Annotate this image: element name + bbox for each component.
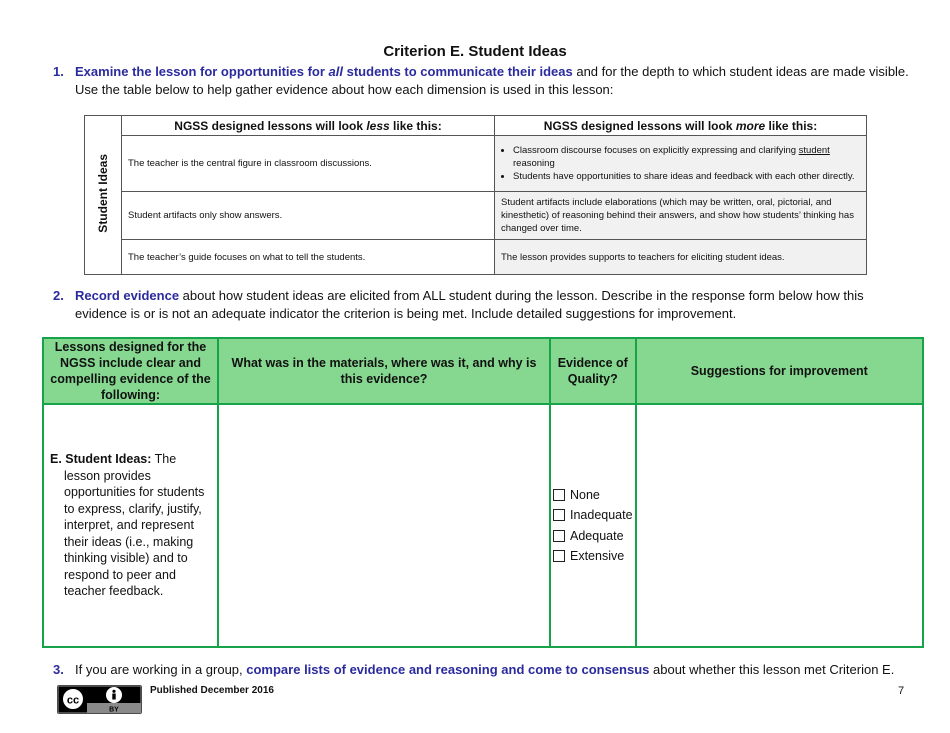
criterion-label: E. Student Ideas: — [50, 452, 152, 467]
materials-evidence-cell[interactable] — [218, 404, 550, 647]
step-3-rest: about whether this lesson met Criterion E. — [649, 662, 895, 677]
step-number: 3. — [53, 662, 64, 677]
step-1-highlight-em: all — [328, 64, 344, 79]
quality-option-none[interactable] — [553, 487, 633, 504]
cc-by-label: BY — [109, 706, 119, 714]
quality-option-label: Extensive — [570, 549, 625, 563]
quality-option-extensive[interactable] — [553, 548, 633, 565]
bullet-text: Students have opportunities to share ideas and feedback with each other directly. — [513, 171, 855, 182]
published-date: Published December 2016 — [150, 685, 274, 696]
step-1-highlight-a: Examine the lesson for opportunities for — [75, 64, 329, 79]
quality-option-label: Inadequate — [570, 508, 633, 522]
checkbox-icon[interactable] — [553, 509, 565, 521]
cc-by-icon — [57, 685, 142, 714]
step-2-rest: about how student ideas are elicited from ALL student during the lesson. Describe in the response form below how this — [179, 288, 864, 303]
step-3-highlight: compare lists of evidence and reasoning and come to consensus — [246, 662, 650, 677]
suggestions-cell[interactable] — [636, 404, 923, 647]
criterion-description — [50, 451, 211, 600]
header-less-a: NGSS designed lessons will look — [174, 118, 367, 133]
header-materials: What was in the materials, where was it, and why is this evidence? — [218, 338, 550, 404]
step-2-line2: evidence is or is not an adequate indicator the criterion is being met. Include detailed suggestions for improvement. — [75, 306, 737, 321]
less-cell: The teacher is the central figure in classroom discussions. — [122, 136, 495, 192]
header-criterion: Lessons designed for the NGSS include clear and compelling evidence of the following: — [43, 338, 218, 404]
quality-option-inadequate[interactable] — [553, 507, 633, 524]
row-label: Student Ideas — [95, 153, 110, 233]
more-bullet — [513, 144, 860, 170]
row-label-cell — [85, 116, 122, 275]
header-less — [122, 116, 495, 136]
step-number: 2. — [53, 288, 64, 303]
bullet-text: Classroom discourse focuses on explicitly expressing and clarifying — [513, 145, 799, 156]
step-1-highlight — [75, 64, 573, 79]
step-number: 1. — [53, 64, 64, 79]
quality-option-adequate[interactable] — [553, 528, 633, 545]
more-cell — [495, 136, 867, 192]
svg-text:cc: cc — [66, 694, 80, 707]
cc-by-license-icon — [57, 685, 142, 714]
step-1-highlight-b: students to communicate their ideas — [343, 64, 573, 79]
header-more-b: like this: — [765, 118, 818, 133]
header-quality: Evidence of Quality? — [550, 338, 636, 404]
page-number: 7 — [898, 685, 905, 697]
checkbox-icon[interactable] — [553, 530, 565, 542]
criterion-text: The lesson provides opportunities for students to express, clarify, justify, interpret, and represent their ideas (i.e., making thinking visible) and to respond to peer and teacher feedback. — [64, 452, 205, 599]
header-more-a: NGSS designed lessons will look — [543, 118, 736, 133]
step-1-instructions — [53, 63, 913, 99]
quality-cell — [550, 404, 636, 647]
step-3-pre: If you are working in a group, — [75, 662, 247, 677]
header-suggestions: Suggestions for improvement — [636, 338, 923, 404]
step-2-highlight: Record evidence — [75, 288, 180, 303]
checkbox-icon[interactable] — [553, 489, 565, 501]
step-1-rest: and for the depth to which student ideas are made visible. — [572, 64, 909, 79]
checkbox-icon[interactable] — [553, 550, 565, 562]
response-form-table — [42, 337, 924, 648]
more-cell: The lesson provides supports to teachers for eliciting student ideas. — [495, 240, 867, 275]
step-2-instructions — [53, 287, 913, 323]
header-more — [495, 116, 867, 136]
bullet-underline: student — [798, 145, 830, 156]
quality-option-label: None — [570, 487, 600, 502]
more-cell: Student artifacts include elaborations (which may be written, oral, pictorial, and kinesthetic) of reasoning behind their answers, and show how students’ thinking has changed over time. — [495, 192, 867, 240]
comparison-table — [84, 115, 867, 275]
criterion-cell — [43, 404, 218, 647]
more-bullet-list — [501, 144, 860, 183]
step-3-instructions — [53, 661, 913, 679]
quality-option-label: Adequate — [570, 528, 624, 543]
page-title: Criterion E. Student Ideas — [383, 43, 567, 60]
step-1-line2: Use the table below to help gather evidence about how each dimension is used in this lesson: — [75, 82, 614, 97]
header-more-em: more — [735, 118, 766, 133]
less-cell: The teacher’s guide focuses on what to tell the students. — [122, 240, 495, 275]
less-cell: Student artifacts only show answers. — [122, 192, 495, 240]
more-bullet — [513, 170, 860, 183]
header-less-em: less — [366, 118, 390, 133]
bullet-text-end: reasoning — [513, 158, 555, 169]
header-less-b: like this: — [389, 118, 442, 133]
